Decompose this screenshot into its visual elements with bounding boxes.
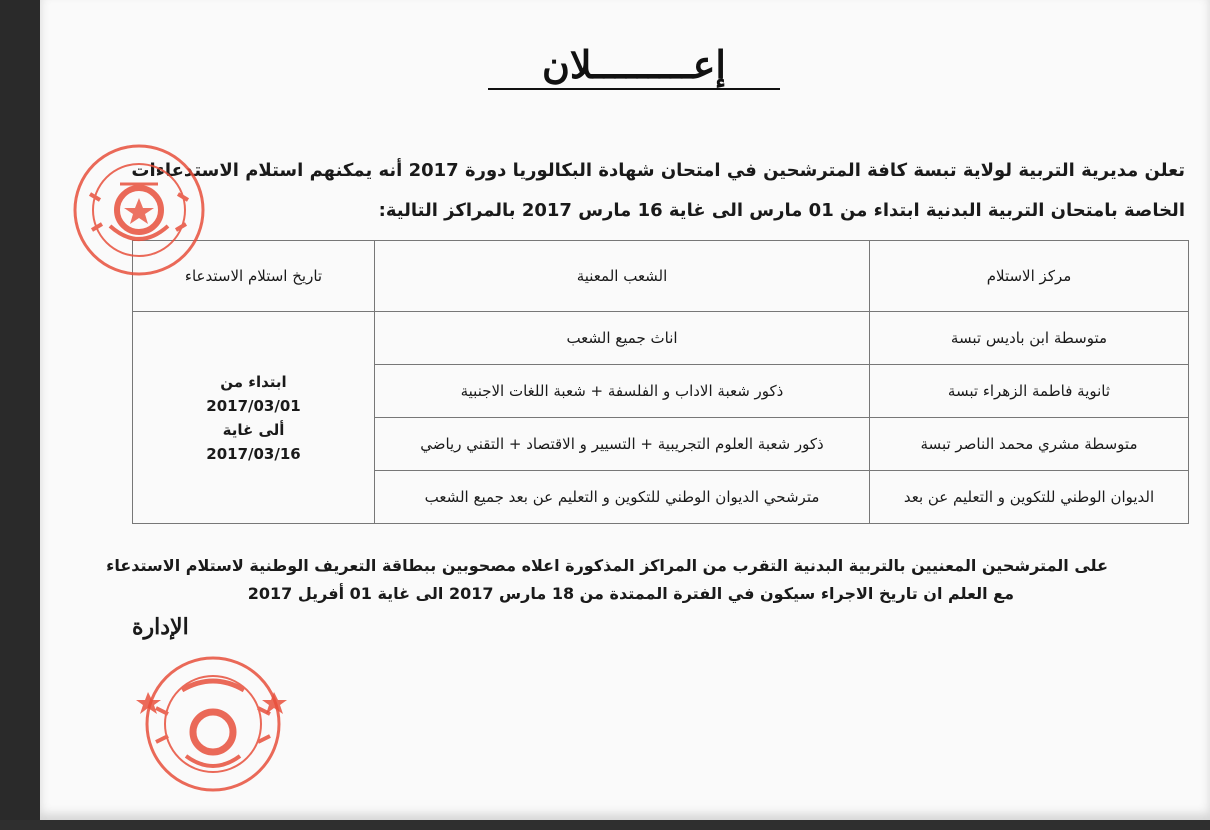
branches-cell: ذكور شعبة العلوم التجريبية + التسيير و الاقتصاد + التقني رياضي	[375, 418, 870, 471]
date-from-label: ابتداء من	[220, 372, 287, 391]
header-center: مركز الاستلام	[870, 241, 1189, 312]
header-date: تاريخ استلام الاستدعاء	[133, 241, 375, 312]
intro-paragraph-line-2: الخاصة بامتحان التربية البدنية ابتداء من 01 مارس الى غاية 16 مارس 2017 بالمراكز التالية:	[378, 200, 1185, 221]
official-stamp-top	[70, 134, 208, 286]
official-stamp-bottom	[134, 652, 292, 796]
branches-cell: مترشحي الديوان الوطني للتكوين و التعليم عن بعد جميع الشعب	[375, 471, 870, 524]
center-cell: الديوان الوطني للتكوين و التعليم عن بعد	[870, 471, 1189, 524]
center-cell: متوسطة مشري محمد الناصر تبسة	[870, 418, 1189, 471]
announcement-title: إعـــــــــلان	[541, 42, 726, 87]
date-cell	[133, 312, 375, 524]
centers-table	[132, 240, 1189, 524]
date-from-value: 2017/03/01	[206, 396, 301, 415]
center-cell: ثانوية فاطمة الزهراء تبسة	[870, 365, 1189, 418]
center-cell: متوسطة ابن باديس تبسة	[870, 312, 1189, 365]
notice-line-2: مع العلم ان تاريخ الاجراء سيكون في الفترة الممتدة من 18 مارس 2017 الى غاية 01 أفريل 2017	[247, 584, 1014, 603]
branches-cell: اناث جميع الشعب	[375, 312, 870, 365]
intro-paragraph-line-1: تعلن مديرية التربية لولاية تبسة كافة المترشحين في امتحان شهادة البكالوريا دورة 2017 أنه يمكنهم استلام الاستدعاءات	[131, 160, 1185, 181]
table-header-row	[133, 241, 1189, 312]
date-to-label: ألى غاية	[222, 420, 285, 439]
notice-line-1: على المترشحين المعنيين بالتربية البدنية التقرب من المراكز المذكورة اعلاه مصحوبين ببطاقة التعريف الوطنية لاستلام الاستدعاء	[106, 556, 1108, 575]
title-underline	[488, 88, 780, 90]
table-row	[133, 312, 1189, 365]
branches-cell: ذكور شعبة الاداب و الفلسفة + شعبة اللغات الاجنبية	[375, 365, 870, 418]
header-branches: الشعب المعنية	[375, 241, 870, 312]
date-to-value: 2017/03/16	[206, 444, 301, 463]
signature-label: الإدارة	[132, 614, 189, 640]
scan-edge	[0, 820, 1210, 830]
